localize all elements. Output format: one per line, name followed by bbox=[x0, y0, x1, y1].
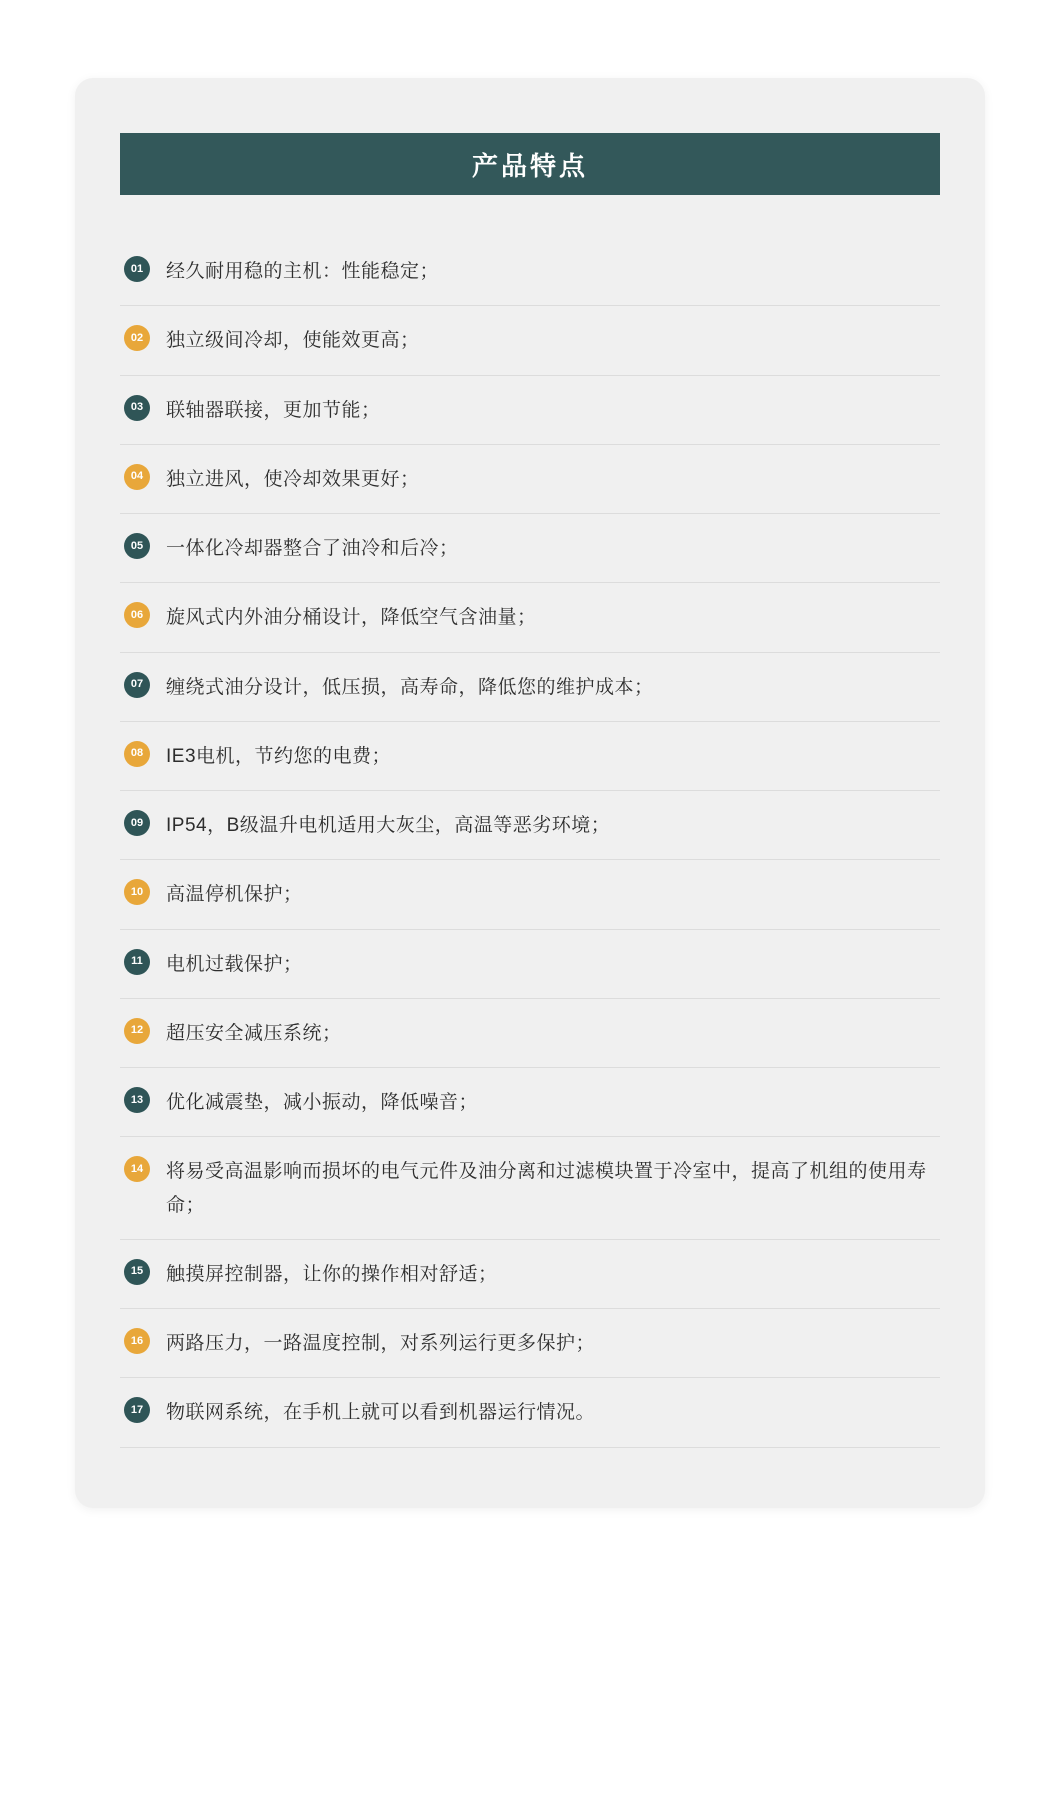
feature-number-badge: 15 bbox=[124, 1259, 150, 1285]
list-item bbox=[120, 1068, 940, 1137]
list-item bbox=[120, 860, 940, 929]
feature-text: 旋风式内外油分桶设计，降低空气含油量； bbox=[166, 607, 537, 629]
feature-number-badge: 01 bbox=[124, 256, 150, 282]
list-item bbox=[120, 653, 940, 722]
list-item bbox=[120, 1137, 940, 1240]
list-item bbox=[120, 445, 940, 514]
feature-number-badge: 05 bbox=[124, 533, 150, 559]
list-item bbox=[120, 306, 940, 375]
feature-number-badge: 14 bbox=[124, 1156, 150, 1182]
feature-text: 经久耐用稳的主机：性能稳定； bbox=[166, 261, 440, 282]
feature-number-badge: 11 bbox=[124, 949, 150, 975]
page-title: 产品特点 bbox=[471, 150, 588, 181]
feature-text: 物联网系统，在手机上就可以看到机器运行情况。 bbox=[166, 1402, 596, 1424]
feature-number-badge: 02 bbox=[124, 325, 150, 351]
feature-text: 独立进风，使冷却效果更好； bbox=[166, 468, 420, 490]
list-item bbox=[120, 930, 940, 999]
feature-text: IE3电机，节约您的电费； bbox=[166, 745, 392, 767]
list-item bbox=[120, 514, 940, 583]
feature-number-badge: 13 bbox=[124, 1087, 150, 1113]
list-item bbox=[120, 1240, 940, 1309]
feature-text: 优化减震垫，减小振动，降低噪音； bbox=[166, 1092, 479, 1113]
feature-number-badge: 08 bbox=[124, 741, 150, 767]
list-item bbox=[120, 722, 940, 791]
list-item bbox=[120, 1378, 940, 1447]
feature-text: 超压安全减压系统； bbox=[166, 1022, 342, 1044]
feature-text: 电机过载保护； bbox=[166, 953, 303, 975]
list-item bbox=[120, 1309, 940, 1378]
list-item bbox=[120, 583, 940, 652]
product-features-card bbox=[75, 78, 985, 1508]
feature-list bbox=[120, 237, 940, 1448]
list-item bbox=[120, 791, 940, 860]
feature-text: 高温停机保护； bbox=[166, 884, 303, 906]
feature-text: 独立级间冷却，使能效更高； bbox=[166, 330, 420, 352]
feature-number-badge: 16 bbox=[124, 1328, 150, 1354]
feature-text: 缠绕式油分设计，低压损，高寿命，降低您的维护成本； bbox=[166, 676, 654, 698]
feature-number-badge: 06 bbox=[124, 602, 150, 628]
feature-number-badge: 10 bbox=[124, 879, 150, 905]
list-item bbox=[120, 999, 940, 1068]
feature-number-badge: 07 bbox=[124, 672, 150, 698]
feature-number-badge: 17 bbox=[124, 1397, 150, 1423]
section-header bbox=[120, 133, 940, 195]
feature-text: 触摸屏控制器，让你的操作相对舒适； bbox=[166, 1263, 498, 1285]
feature-text: 一体化冷却器整合了油冷和后冷； bbox=[166, 538, 459, 559]
feature-text: IP54，B级温升电机适用大灰尘，高温等恶劣环境； bbox=[166, 815, 611, 836]
feature-text: 两路压力，一路温度控制，对系列运行更多保护； bbox=[166, 1333, 596, 1354]
feature-number-badge: 04 bbox=[124, 464, 150, 490]
list-item bbox=[120, 237, 940, 306]
feature-number-badge: 12 bbox=[124, 1018, 150, 1044]
feature-number-badge: 09 bbox=[124, 810, 150, 836]
feature-text: 联轴器联接，更加节能； bbox=[166, 399, 381, 421]
list-item bbox=[120, 376, 940, 445]
feature-number-badge: 03 bbox=[124, 395, 150, 421]
feature-text: 将易受高温影响而损坏的电气元件及油分离和过滤模块置于冷室中，提高了机组的使用寿命； bbox=[166, 1161, 927, 1216]
